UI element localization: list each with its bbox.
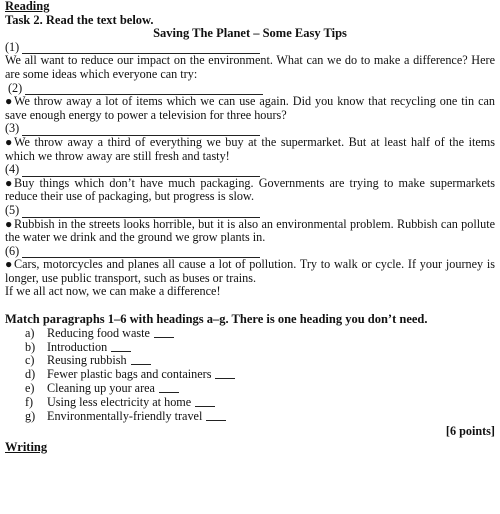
paragraph-1: We all want to reduce our impact on the environment. What can we do to make a difference? Here are some ideas which everyone can try: (5, 53, 495, 81)
paragraph-number-4 (5, 163, 495, 177)
paragraph-5 (5, 218, 495, 245)
paragraph-label: (1) (5, 39, 20, 54)
answer-blank-a[interactable] (154, 327, 174, 338)
section-heading-writing: Writing (5, 439, 48, 454)
answer-blank-d[interactable] (215, 368, 235, 379)
paragraph-number-3 (5, 122, 495, 136)
paragraph-label: (6) (5, 243, 20, 258)
heading-item-b: b) Introduction (25, 341, 495, 355)
paragraph-text: Rubbish in the streets looks horrible, but it is also an environmental problem. Rubbish can pollute the water we drink and the ground we grow plants in. (5, 216, 495, 245)
answer-blank-e[interactable] (159, 382, 179, 393)
closing-sentence: If we all act now, we can make a difference! (5, 284, 221, 299)
match-instruction: Match paragraphs 1–6 with headings a–g. There is one heading you don’t need. (5, 312, 428, 327)
paragraph-text: We throw away a third of everything we buy at the supermarket. But at least half of the items which we throw away are still fresh and tasty! (5, 134, 495, 163)
bullet-icon: ● (5, 134, 13, 149)
heading-item-c: c) Reusing rubbish (25, 354, 495, 368)
headings-list (5, 327, 495, 424)
heading-item-d: d) Fewer plastic bags and containers (25, 368, 495, 382)
heading-item-g: g) Environmentally-friendly travel (25, 410, 495, 424)
paragraph-3 (5, 136, 495, 163)
spacer (5, 299, 495, 313)
bullet-icon: ● (5, 257, 13, 272)
points-total: [6 points] (445, 424, 495, 438)
heading-item-a: a) Reducing food waste (25, 327, 495, 341)
answer-blank-f[interactable] (195, 396, 215, 407)
paragraph-label: (4) (5, 162, 20, 177)
bullet-icon: ● (5, 175, 13, 190)
paragraph-label: (3) (5, 121, 20, 136)
heading-item-f: f) Using less electricity at home (25, 396, 495, 410)
task-instruction: Task 2. Read the text below. (5, 12, 154, 27)
paragraph-4 (5, 177, 495, 204)
paragraph-6 (5, 258, 495, 285)
paragraph-number-5 (5, 204, 495, 218)
paragraph-text: We throw away a lot of items which we can use again. Did you know that recycling one tin can save enough energy to power a television for three hours? (5, 94, 495, 122)
paragraph-2 (5, 95, 495, 122)
paragraph-text: Cars, motorcycles and planes all cause a lot of pollution. Try to walk or cycle. If your journey is longer, use public transport, such as buses or trains. (5, 257, 495, 285)
text-title: Saving The Planet – Some Easy Tips (153, 26, 347, 41)
answer-blank-c[interactable] (131, 354, 151, 365)
answer-blank-b[interactable] (111, 341, 131, 352)
paragraph-number-1 (5, 41, 495, 55)
paragraph-label: (5) (5, 202, 20, 217)
paragraph-number-6 (5, 245, 495, 259)
paragraph-label: (2) (8, 80, 23, 95)
heading-item-e: e) Cleaning up your area (25, 382, 495, 396)
paragraph-number-2 (5, 82, 495, 96)
answer-blank-g[interactable] (206, 410, 226, 421)
bullet-icon: ● (5, 216, 13, 231)
bullet-icon: ● (5, 94, 13, 109)
section-heading-reading: Reading (5, 0, 50, 13)
paragraph-text: Buy things which don’t have much packaging. Governments are trying to make supermarkets reduce their use of packaging, but progress is slow. (5, 175, 495, 204)
worksheet-page (5, 0, 495, 454)
